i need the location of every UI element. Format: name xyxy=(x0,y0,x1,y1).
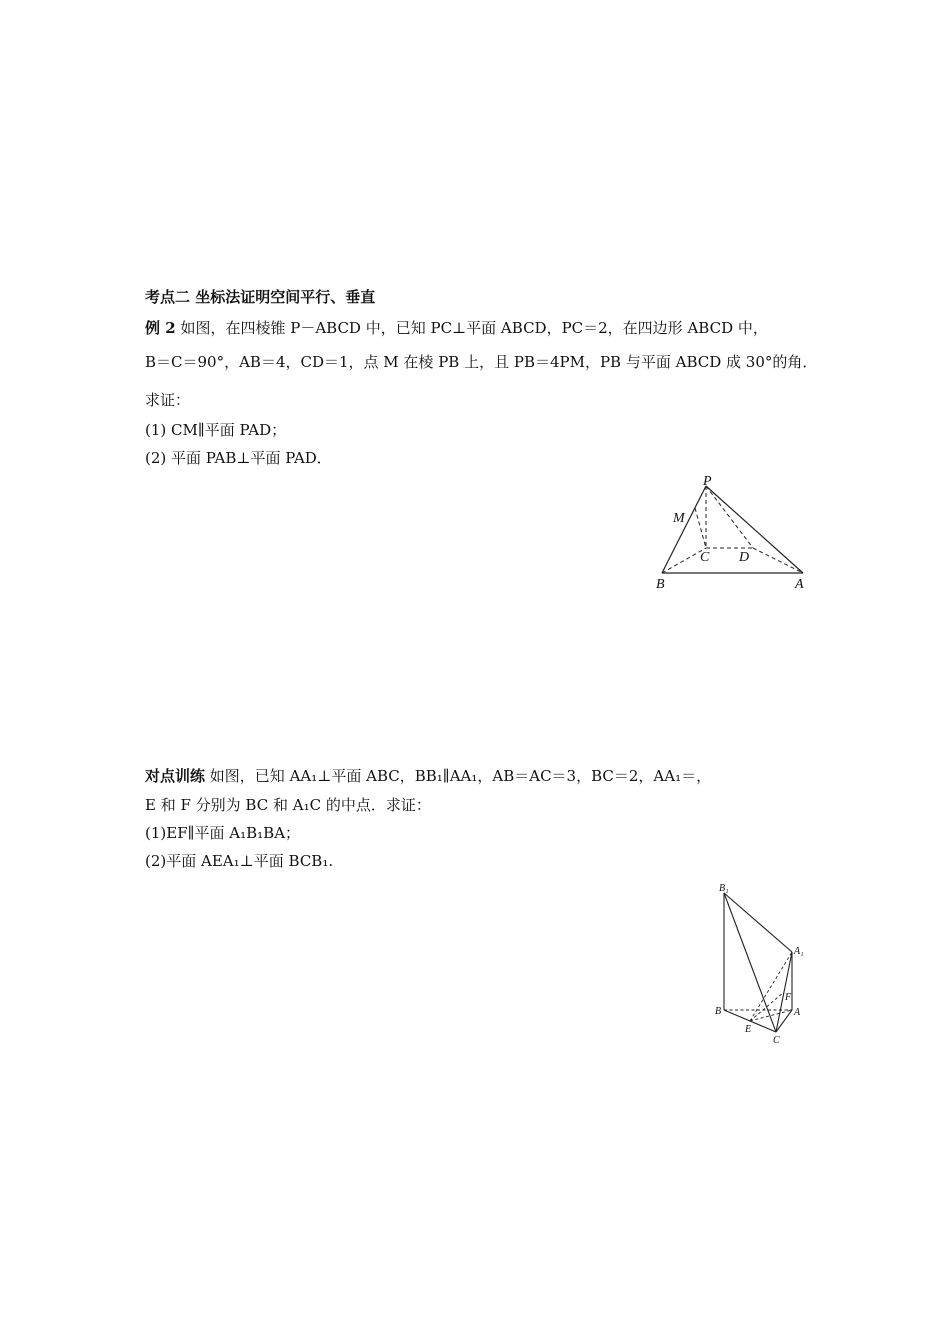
section-heading: 考点二 坐标法证明空间平行、垂直 xyxy=(145,288,376,306)
edge-DA xyxy=(753,548,803,573)
label-F: F xyxy=(785,992,792,1003)
edge-PA xyxy=(706,486,803,573)
label-E: E xyxy=(745,1024,752,1035)
example-line-1 xyxy=(145,318,768,338)
edge-B1A1 xyxy=(724,893,792,952)
label-A1: A₁ xyxy=(794,946,804,957)
example-line-2: B＝C＝90°，AB＝4，CD＝1，点 M 在棱 PB 上，且 PB＝4PM，PB 与平面 ABCD 成 30°的角． xyxy=(145,353,818,371)
label-C: C xyxy=(773,1035,780,1046)
training-text-1: 如图，已知 AA₁⊥平面 ABC，BB₁∥AA₁，AB＝AC＝3，BC＝2，AA₁＝， xyxy=(209,767,712,785)
label-P: P xyxy=(703,474,712,489)
training-line-1 xyxy=(145,766,711,786)
label-A: A xyxy=(795,577,804,592)
label-B: B xyxy=(715,1006,722,1017)
pyramid-figure xyxy=(645,470,820,595)
prove-label: 求证： xyxy=(145,391,191,409)
edge-MC xyxy=(695,508,706,548)
part-2: (2) 平面 PAB⊥平面 PAD． xyxy=(145,449,332,467)
training-part-1: (1)EF∥平面 A₁B₁BA； xyxy=(145,824,301,842)
training-part-2: (2)平面 AEA₁⊥平面 BCB₁. xyxy=(145,852,334,870)
training-line-2: E 和 F 分别为 BC 和 A₁C 的中点．求证： xyxy=(145,796,431,814)
label-M: M xyxy=(673,511,685,526)
label-D: D xyxy=(739,550,750,565)
label-A: A xyxy=(794,1007,801,1018)
example-label: 例 2 xyxy=(145,319,176,337)
label-C: C xyxy=(700,550,710,565)
edge-B1C xyxy=(724,893,776,1032)
part-1: (1) CM∥平面 PAD； xyxy=(145,421,287,439)
edge-PD xyxy=(706,486,753,548)
label-B: B xyxy=(656,577,665,592)
training-label: 对点训练 xyxy=(145,767,206,785)
edge-EA1 xyxy=(750,952,792,1021)
example-text-1: 如图，在四棱锥 P－ABCD 中，已知 PC⊥平面 ABCD，PC＝2，在四边形 ABCD 中， xyxy=(180,319,768,337)
label-B1: B₁ xyxy=(719,883,729,894)
prism-figure xyxy=(712,880,812,1050)
